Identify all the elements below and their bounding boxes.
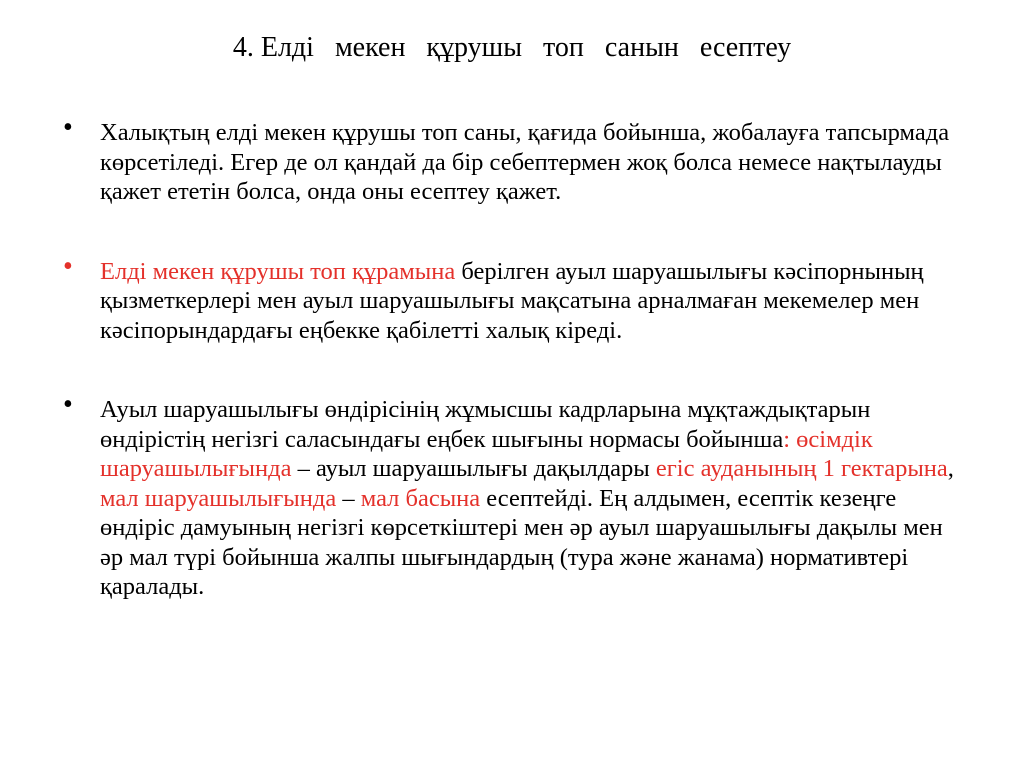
highlighted-text-segment: егіс ауданының 1 гектарына	[655, 455, 948, 482]
highlighted-text-segment: мал басына	[360, 484, 481, 512]
text-segment: – ауыл шаруашылығы дақылдары	[291, 455, 656, 482]
text-segment: –	[336, 484, 361, 512]
text-segment: Ауыл шаруашылығы өндірісінің жұмысшы кадрларына мұқтаждықтарын өндірістің негізгі саласындағы еңбек шығыны нормасы бойынша	[100, 396, 871, 453]
text-segment: берілген ауыл шаруашылығы кәсіпорнының қызметкерлері мен ауыл шаруашылығы мақсатына арналмаған мекемелер мен кәсіпорындардағы еңбекке қабілетті халық кіреді.	[100, 257, 924, 344]
highlighted-text-segment: мал шаруашылығында	[100, 484, 337, 512]
bullet-item	[60, 389, 970, 602]
text-segment: ,	[947, 455, 954, 482]
highlighted-text-segment: Елді мекен құрушы топ құрамына	[100, 257, 456, 285]
bullet-text	[100, 119, 949, 205]
text-segment: есептейді. Ең алдымен, есептік кезеңге өндіріс дамуының негізгі көрсеткіштері мен әр ауыл шаруашылығы дақылы мен әр мал түрі бойынша жалпы шығындардың (тура және жанама) нормативтері қаралады.	[100, 484, 943, 600]
slide-title: 4. Елді мекен құрушы топ санын есептеу	[232, 32, 792, 63]
bullet-text	[100, 396, 954, 600]
bullet-item	[60, 250, 970, 346]
bullet-item	[60, 112, 970, 207]
bullet-marker-icon: •	[63, 250, 73, 282]
bullet-marker-icon: •	[63, 389, 73, 420]
bullet-list	[60, 112, 970, 602]
bullet-marker-icon: •	[63, 112, 73, 143]
highlighted-text-segment: : өсімдік шаруашылығында	[100, 425, 873, 482]
bullet-text	[100, 258, 924, 344]
text-segment: Халықтың елді мекен құрушы топ саны, қағида бойынша, жобалауға тапсырмада көрсетіледі. Егер де ол қандай да бір себептермен жоқ болса немесе нақтылауды қажет ететін болса, онда оны есептеу қажет.	[100, 119, 950, 205]
